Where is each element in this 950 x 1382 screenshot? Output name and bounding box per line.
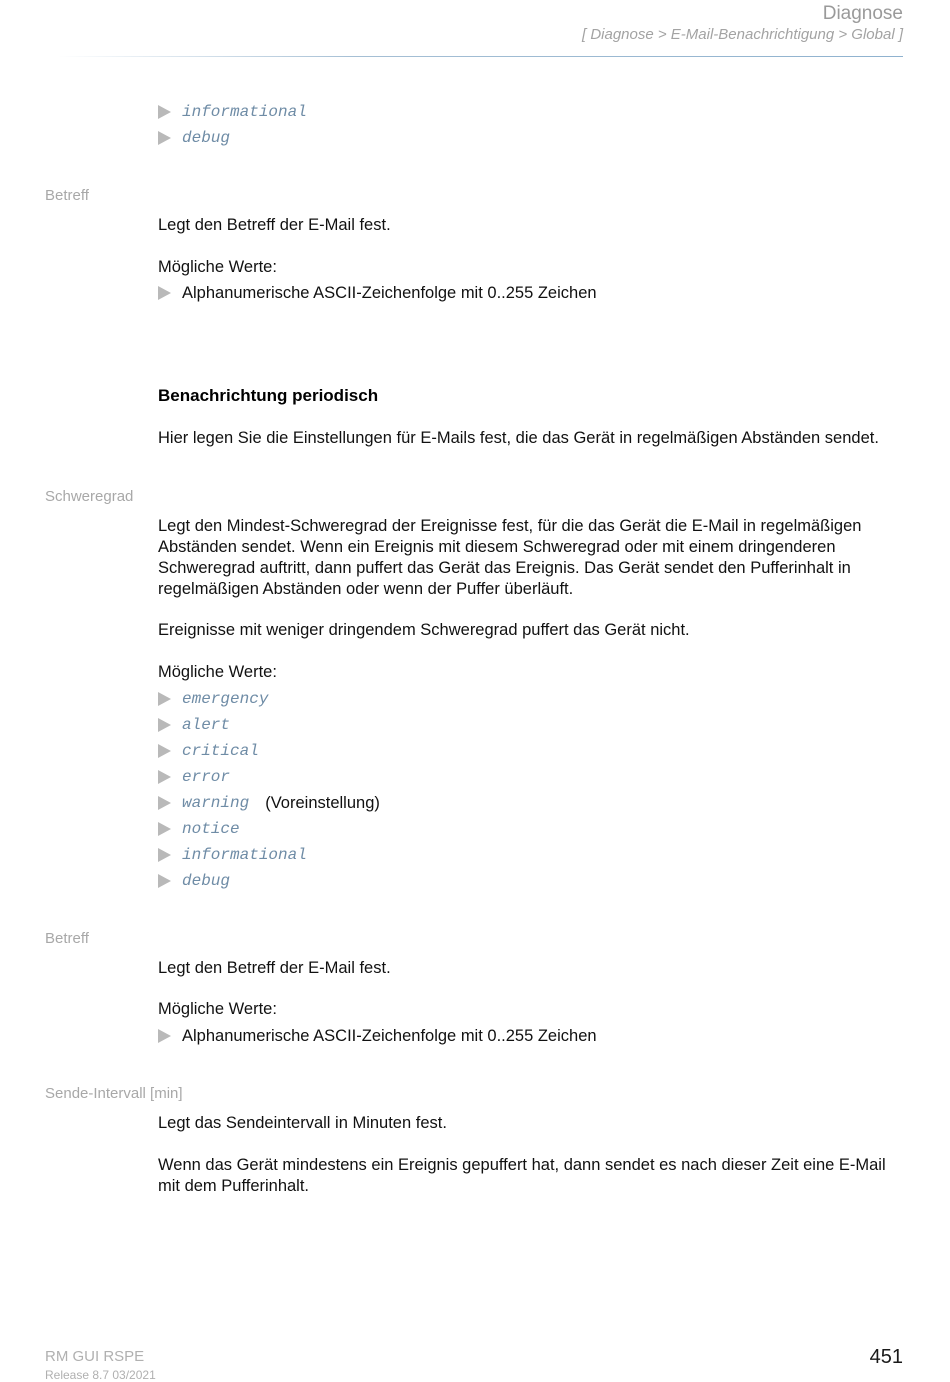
bullet-triangle-icon (158, 874, 171, 888)
param-note: Ereignisse mit weniger dringendem Schweregrad puffert das Gerät nicht. (158, 621, 690, 639)
possible-values-label: Mögliche Werte: (158, 1000, 277, 1018)
value-code: warning (182, 794, 250, 812)
param-description: Legt den Mindest-Schweregrad der Ereignisse fest, für die das Gerät die E-Mail in regelmäßigen Abständen sendet. Wenn ein Ereignis mit diesem Schweregrad oder mit einem dringenderen Schweregrad auftritt, dann puffert das Gerät das Ereignis. Das Gerät sendet den Pufferinhalt in regelmäßigen Abständen oder wenn der Puffer überläuft. (158, 517, 862, 598)
param-description: Legt den Betreff der E-Mail fest. (158, 216, 391, 234)
bullet-triangle-icon (158, 718, 171, 732)
list-item (158, 792, 380, 814)
param-description: Legt den Betreff der E-Mail fest. (158, 959, 391, 977)
bullet-triangle-icon (158, 744, 171, 758)
bullet-triangle-icon (158, 105, 171, 119)
list-item (158, 101, 307, 123)
value-text: Alphanumerische ASCII-Zeichenfolge mit 0..255 Zeichen (182, 1026, 597, 1045)
footer-product: RM GUI RSPE (45, 1348, 145, 1365)
param-label-betreff: Betreff (45, 930, 89, 947)
value-code: debug (182, 129, 231, 147)
bullet-triangle-icon (158, 1029, 171, 1043)
value-code: debug (182, 872, 231, 890)
list-item (158, 740, 259, 762)
param-label-schweregrad: Schweregrad (45, 488, 134, 505)
possible-values-label: Mögliche Werte: (158, 663, 277, 681)
value-code: emergency (182, 690, 269, 708)
page-number: 451 (869, 1346, 903, 1368)
bullet-triangle-icon (158, 286, 171, 300)
possible-values-label: Mögliche Werte: (158, 258, 277, 276)
section-intro: Hier legen Sie die Einstellungen für E-Mails fest, die das Gerät in regelmäßigen Abständen sendet. (158, 429, 879, 447)
section-heading: Benachrichtung periodisch (158, 386, 379, 405)
value-code: notice (182, 820, 240, 838)
param-label-sende-intervall: Sende-Intervall [min] (45, 1085, 183, 1102)
value-code: informational (182, 103, 307, 121)
list-item (158, 1025, 597, 1047)
value-code: alert (182, 716, 231, 734)
list-item (158, 714, 230, 736)
bullet-triangle-icon (158, 822, 171, 836)
bullet-triangle-icon (158, 848, 171, 862)
footer-release: Release 8.7 03/2021 (45, 1368, 156, 1382)
param-label-betreff: Betreff (45, 187, 89, 204)
value-code: error (182, 768, 231, 786)
param-note: Wenn das Gerät mindestens ein Ereignis gepuffert hat, dann sendet es nach dieser Zeit eine E-Mail mit dem Pufferinhalt. (158, 1156, 886, 1195)
value-code: critical (182, 742, 259, 760)
list-item (158, 688, 268, 710)
param-description: Legt das Sendeintervall in Minuten fest. (158, 1114, 447, 1132)
default-note: (Voreinstellung) (265, 793, 380, 812)
list-item (158, 844, 307, 866)
breadcrumb: [ Diagnose > E-Mail-Benachrichtigung > Global ] (581, 26, 903, 43)
value-text: Alphanumerische ASCII-Zeichenfolge mit 0..255 Zeichen (182, 283, 597, 302)
bullet-triangle-icon (158, 770, 171, 784)
list-item (158, 766, 230, 788)
list-item (158, 127, 230, 149)
list-item (158, 282, 597, 304)
bullet-triangle-icon (158, 692, 171, 706)
bullet-triangle-icon (158, 131, 171, 145)
list-item (158, 870, 230, 892)
header-divider (58, 56, 903, 57)
list-item (158, 818, 240, 840)
page-header-title: Diagnose (822, 3, 903, 24)
value-code: informational (182, 846, 307, 864)
bullet-triangle-icon (158, 796, 171, 810)
